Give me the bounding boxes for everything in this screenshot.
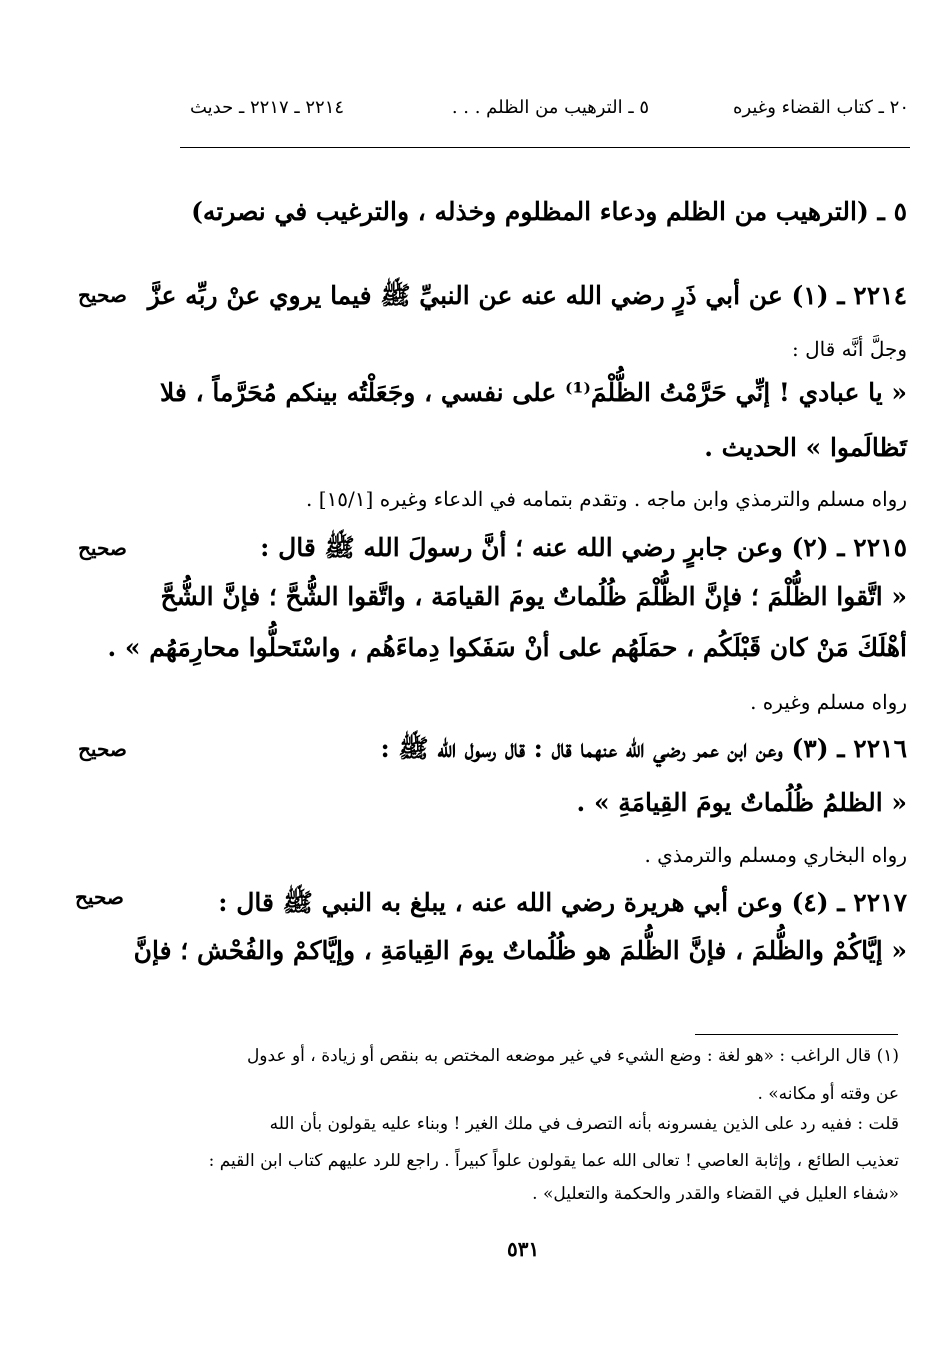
hadith-text-line: « الظلمُ ظُلُماتٌ يومَ القِيامَةِ » .	[576, 788, 907, 817]
hadith-text-line: « اتَّقوا الظُّلْمَ ؛ فإنَّ الظُّلْمَ ظُلُماتٌ يومَ القيامَة ، واتَّقوا الشُّحَّ ؛ فإنَّ الشُّحَّ	[160, 582, 907, 611]
hadith-source: رواه مسلم والترمذي وابن ماجه . وتقدم بتمامه في الدعاء وغيره [١٥/١] .	[306, 487, 907, 511]
header-hadith-range: ٢٢١٤ ـ ٢٢١٧ ـ حديث	[190, 97, 345, 118]
footnote-line: تعذيب الطائع ، وإثابة العاصي ! تعالى الله عما يقولون علواً كبيراً . راجع للرد عليهم كتاب ابن القيم :	[208, 1151, 899, 1171]
header-chapter: ٥ ـ الترهيب من الظلم . . .	[451, 97, 649, 118]
hadith-source: رواه مسلم وغيره .	[750, 690, 907, 714]
hadith-text-line: تَظالَموا » الحديث .	[704, 433, 907, 462]
page-number: ٥٣١	[507, 1237, 540, 1261]
hadith-text-line: « إيَّاكُمْ والظُّلمَ ، فإنَّ الظُّلمَ هو ظُلُماتٌ يومَ القِيامَةِ ، وإيَّاكمْ والفُحْش ؛ فإنَّ	[133, 936, 907, 965]
footnote-divider	[695, 1034, 898, 1035]
header-divider	[180, 147, 910, 148]
hadith-text-line: « يا عبادي ! إنِّي حَرَّمْتُ الظُّلْمَ⁽¹⁾ على نفسي ، وجَعَلْتُه بينكم مُحَرَّماً ، فلا	[160, 378, 907, 407]
hadith-text-line: ٢٢١٥ ـ (٢) وعن جابرٍ رضي الله عنه ؛ أنَّ رسولَ الله ﷺ قال :	[260, 533, 907, 562]
grade-label: صحيح	[78, 737, 127, 761]
hadith-text-line: ٢٢١٤ ـ (١) عن أبي ذَرٍ رضي الله عنه عن النبيِّ ﷺ فيما يروي عنْ ربِّه عزَّ	[147, 281, 907, 310]
grade-label: صحيح	[75, 885, 124, 909]
chapter-title: ٥ ـ (الترهيب من الظلم ودعاء المظلوم وخذله ، والترغيب في نصرته)	[191, 197, 907, 226]
footnote-line: قلت : ففيه رد على الذين يفسرونه بأنه التصرف في ملك الغير ! وبناء عليه يقولون بأن الله	[269, 1114, 899, 1134]
hadith-text-line: وجلَّ أنَّه قال :	[791, 337, 907, 361]
grade-label: صحيح	[78, 536, 127, 560]
grade-label: صحيح	[78, 283, 127, 307]
footnote-line: (١) قال الراغب : «هو لغة : وضع الشيء في غير موضعه المختص به بنقص أو زيادة ، أو عدول	[246, 1046, 899, 1066]
footnote-line: «شفاء العليل في القضاء والقدر والحكمة والتعليل» .	[532, 1184, 899, 1204]
footnote-line: عن وقته أو مكانه» .	[757, 1084, 899, 1104]
hadith-text-line: أهْلَكَ مَنْ كان قَبْلَكُم ، حمَلَهُم على أنْ سَفَكوا دِماءَهُم ، واسْتَحلُّوا محارِمَهُم » .	[107, 633, 907, 662]
header-book-section: ٢٠ ـ كتاب القضاء وغيره	[733, 97, 909, 118]
hadith-source: رواه البخاري ومسلم والترمذي .	[644, 843, 907, 867]
hadith-text-line: ٢٢١٧ ـ (٤) وعن أبي هريرة رضي الله عنه ، يبلغ به النبي ﷺ قال :	[218, 888, 907, 917]
hadith-text-line: ٢٢١٦ ـ (٣) وعن ابن عمر رضي الله عنهما قال : قال رسول الله ﷺ :	[380, 734, 907, 763]
